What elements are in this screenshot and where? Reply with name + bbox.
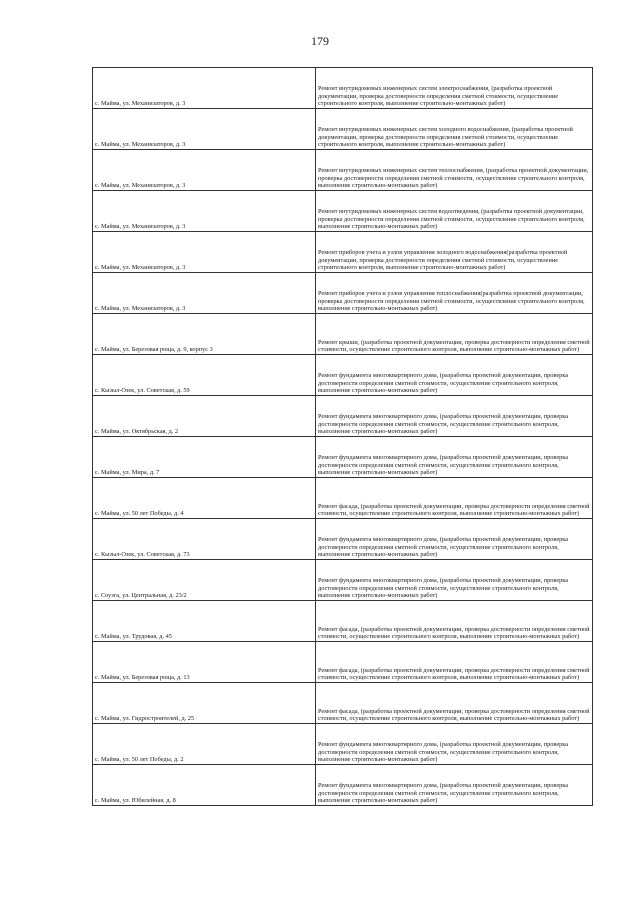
work-description-cell: Ремонт фундамента многоквартирного дома, (разработка проектной документации, проверка достоверности определения сметной стоимости, осуществление строительного контроля, выполнение строительно-монтажных работ)	[316, 560, 593, 601]
work-description-cell: Ремонт внутридомовых инженерных систем водоотведения, (разработка проектной документации, проверка достоверности определения сметной стоимости, осуществление строительного контроля, выполнение строительно-монтажных работ)	[316, 191, 593, 232]
table-row	[93, 109, 593, 150]
work-description-cell: Ремонт фасада, (разработка проектной документации, проверка достоверности определения сметной стоимости, осуществление строительного контроля, выполнение строительно-монтажных работ)	[316, 683, 593, 724]
work-description-cell: Ремонт приборов учета и узлов управления холодного водоснабжения(разработка проектной документации, проверка достоверности определения сметной стоимости, осуществление строительного контроля, выполнение строительно-монтажных работ)	[316, 232, 593, 273]
address-cell: с. Майма, ул. Гидростроителей, д. 25	[93, 683, 316, 724]
address-cell: с. Майма, ул. Мира, д. 7	[93, 437, 316, 478]
address-cell: с. Майма, ул. Октябрьская, д. 2	[93, 396, 316, 437]
table-row	[93, 437, 593, 478]
table-row	[93, 150, 593, 191]
work-description-cell: Ремонт фасада, (разработка проектной документации, проверка достоверности определения сметной стоимости, осуществление строительного контроля, выполнение строительно-монтажных работ)	[316, 601, 593, 642]
work-description-cell: Ремонт внутридомовых инженерных систем теплоснабжения, (разработка проектной документации, проверка достоверности определения сметной стоимости, осуществление строительного контроля, выполнение строительно-монтажных работ)	[316, 150, 593, 191]
address-cell: с. Майма, ул. Трудовая, д. 45	[93, 601, 316, 642]
address-cell: с. Кызыл-Озек, ул. Советская, д. 59	[93, 355, 316, 396]
table-row	[93, 355, 593, 396]
address-cell: с. Соузга, ул. Центральная, д. 23/2	[93, 560, 316, 601]
work-description-cell: Ремонт внутридомовых инженерных систем электроснабжения, (разработка проектной документации, проверка достоверности определения сметной стоимости, осуществление строительного контроля, выполнение строительно-монтажных работ)	[316, 68, 593, 109]
works-table	[92, 67, 593, 806]
work-description-cell: Ремонт фундамента многоквартирного дома, (разработка проектной документации, проверка достоверности определения сметной стоимости, осуществление строительного контроля, выполнение строительно-монтажных работ)	[316, 437, 593, 478]
table-row	[93, 519, 593, 560]
table-row	[93, 765, 593, 806]
work-description-cell: Ремонт крыши, (разработка проектной документации, проверка достоверности определения сметной стоимости, осуществление строительного контроля, выполнение строительно-монтажных работ)	[316, 314, 593, 355]
table-row	[93, 724, 593, 765]
address-cell: с. Майма, ул. Березовая роща, д. 13	[93, 642, 316, 683]
address-cell: с. Майма, ул. Механизаторов, д. 3	[93, 273, 316, 314]
work-description-cell: Ремонт внутридомовых инженерных систем холодного водоснабжения, (разработка проектной документации, проверка достоверности определения сметной стоимости, осуществление строительного контроля, выполнение строительно-монтажных работ)	[316, 109, 593, 150]
work-description-cell: Ремонт фундамента многоквартирного дома, (разработка проектной документации, проверка достоверности определения сметной стоимости, осуществление строительного контроля, выполнение строительно-монтажных работ)	[316, 396, 593, 437]
table-row	[93, 68, 593, 109]
table-row	[93, 191, 593, 232]
address-cell: с. Майма, ул. Механизаторов, д. 3	[93, 109, 316, 150]
work-description-cell: Ремонт фундамента многоквартирного дома, (разработка проектной документации, проверка достоверности определения сметной стоимости, осуществление строительного контроля, выполнение строительно-монтажных работ)	[316, 724, 593, 765]
address-cell: с. Майма, ул. Механизаторов, д. 3	[93, 150, 316, 191]
table-row	[93, 273, 593, 314]
work-description-cell: Ремонт фундамента многоквартирного дома, (разработка проектной документации, проверка достоверности определения сметной стоимости, осуществление строительного контроля, выполнение строительно-монтажных работ)	[316, 355, 593, 396]
works-table-body	[93, 68, 593, 806]
address-cell: с. Майма, ул. Березовая роща, д. 9, корпус 3	[93, 314, 316, 355]
address-cell: с. Майма, ул. 50 лет Победы, д. 4	[93, 478, 316, 519]
table-row	[93, 232, 593, 273]
table-row	[93, 478, 593, 519]
table-row	[93, 560, 593, 601]
table-row	[93, 601, 593, 642]
work-description-cell: Ремонт приборов учета и узлов управления теплоснабжения(разработка проектной документации, проверка достоверности определения сметной стоимости, осуществление строительного контроля, выполнение строительно-монтажных работ)	[316, 273, 593, 314]
table-row	[93, 314, 593, 355]
page-number: 179	[311, 34, 329, 48]
work-description-cell: Ремонт фундамента многоквартирного дома, (разработка проектной документации, проверка достоверности определения сметной стоимости, осуществление строительного контроля, выполнение строительно-монтажных работ)	[316, 765, 593, 806]
address-cell: с. Майма, ул. Механизаторов, д. 3	[93, 232, 316, 273]
work-description-cell: Ремонт фасада, (разработка проектной документации, проверка достоверности определения сметной стоимости, осуществление строительного контроля, выполнение строительно-монтажных работ)	[316, 642, 593, 683]
table-row	[93, 683, 593, 724]
table-row	[93, 396, 593, 437]
address-cell: с. Майма, ул. Юбилейная, д. 8	[93, 765, 316, 806]
address-cell: с. Майма, ул. 50 лет Победы, д. 2	[93, 724, 316, 765]
address-cell: с. Майма, ул. Механизаторов, д. 3	[93, 191, 316, 232]
work-description-cell: Ремонт фасада, (разработка проектной документации, проверка достоверности определения сметной стоимости, осуществление строительного контроля, выполнение строительно-монтажных работ)	[316, 478, 593, 519]
address-cell: с. Майма, ул. Механизаторов, д. 3	[93, 68, 316, 109]
table-row	[93, 642, 593, 683]
address-cell: с. Кызыл-Озек, ул. Советская, д. 73	[93, 519, 316, 560]
work-description-cell: Ремонт фундамента многоквартирного дома, (разработка проектной документации, проверка достоверности определения сметной стоимости, осуществление строительного контроля, выполнение строительно-монтажных работ)	[316, 519, 593, 560]
